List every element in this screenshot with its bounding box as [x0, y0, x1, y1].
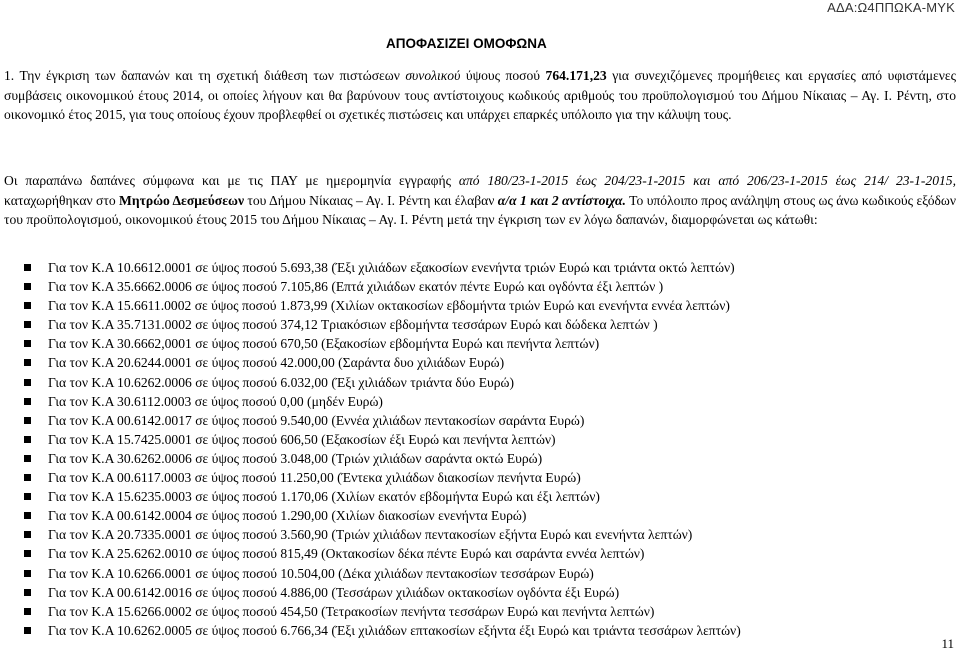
square-bullet-icon — [24, 589, 31, 596]
list-item-text: Για τον Κ.Α 15.7425.0001 σε ύψος ποσού 606,50 (Εξακοσίων έξι Ευρώ και πενήντα λεπτών) — [48, 431, 556, 447]
list-item — [4, 334, 904, 353]
paragraph-registration-text-d: του Δήμου Νίκαιας – Αγ. Ι. Ρέντη και έλαβαν — [244, 192, 498, 208]
list-item-text: Για τον Κ.Α 20.6244.0001 σε ύψος ποσού 42.000,00 (Σαράντα δυο χιλιάδων Ευρώ) — [48, 355, 505, 371]
list-item-text: Για τον Κ.Α 10.6612.0001 σε ύψος ποσού 5.693,38 (Έξι χιλιάδων εξακοσίων ενενήντα τριών Ευρώ και τριάντα οκτώ λεπτών) — [48, 260, 735, 275]
commitments-registry: Μητρώο Δεσμεύσεων — [119, 192, 245, 208]
paragraph-registration — [4, 171, 956, 230]
list-item-text: Για τον Κ.Α 00.6142.0016 σε ύψος ποσού 4.886,00 (Τεσσάρων χιλιάδων οκτακοσίων ογδόντα έξι Ευρώ) — [48, 584, 620, 600]
balances-list — [4, 258, 904, 640]
list-item — [4, 583, 904, 602]
paragraph-registration-text-e: Το υπόλοιπο προς ανάληψη στους ως άνω κωδικούς εξόδων του προϋπολογισμού, οικονομικού έτους 2015 του Δήμου Νίκαιας – Αγ. Ι. Ρέντη μετά την έγκριση των εν λόγω δαπανών, διαμορφώνεται ως κάτωθι: — [4, 192, 957, 228]
square-bullet-icon — [24, 436, 31, 443]
square-bullet-icon — [24, 455, 31, 462]
square-bullet-icon — [24, 302, 31, 309]
paragraph-approval — [4, 66, 956, 125]
square-bullet-icon — [24, 321, 31, 328]
list-item-text: Για τον Κ.Α 00.6142.0017 σε ύψος ποσού 9.540,00 (Εννέα χιλιάδων πεντακοσίων σαράντα Ευρώ) — [48, 412, 585, 428]
list-item — [4, 373, 904, 392]
sequence-numbers: α/α 1 και 2 αντίστοιχα. — [497, 192, 626, 208]
square-bullet-icon — [24, 608, 31, 615]
list-item-text: Για τον Κ.Α 10.6262.0006 σε ύψος ποσού 6.032,00 (Έξι χιλιάδων τριάντα δύο Ευρώ) — [48, 374, 514, 390]
page-number: 11 — [941, 636, 954, 651]
square-bullet-icon — [24, 531, 31, 538]
list-item — [4, 296, 904, 315]
list-item — [4, 487, 904, 506]
list-item-text: Για τον Κ.Α 20.7335.0001 σε ύψος ποσού 3.560,90 (Τριών χιλιάδων πεντακοσίων εξήντα Ευρώ και ενενήντα λεπτών) — [48, 527, 693, 543]
list-item — [4, 430, 904, 449]
paragraph-approval-text-c: ύψους ποσού — [460, 68, 546, 83]
square-bullet-icon — [24, 550, 31, 557]
ada-code: ΑΔΑ:Ω4ΠΠΩΚΑ-ΜΥΚ — [827, 0, 955, 15]
square-bullet-icon — [24, 417, 31, 424]
paragraph-registration-text-c: καταχωρήθηκαν στο — [4, 192, 120, 208]
list-item — [4, 468, 904, 487]
list-item-text: Για τον Κ.Α 10.6266.0001 σε ύψος ποσού 10.504,00 (Δέκα χιλιάδων πεντακοσίων τεσσάρων Ευρώ) — [48, 565, 594, 581]
list-item — [4, 544, 904, 563]
paragraph-registration-text-a: Οι παραπάνω δαπάνες σύμφωνα και με τις ΠΑΥ με ημερομηνία εγγραφής — [4, 173, 459, 188]
decision-heading: ΑΠΟΦΑΣΙΖΕΙ ΟΜΟΦΩΝΑ — [386, 36, 547, 51]
list-item-text: Για τον Κ.Α 30.6112.0003 σε ύψος ποσού 0,00 (μηδέν Ευρώ) — [48, 393, 383, 409]
square-bullet-icon — [24, 359, 31, 366]
list-item — [4, 621, 904, 640]
list-item — [4, 315, 904, 334]
list-item — [4, 353, 904, 372]
square-bullet-icon — [24, 493, 31, 500]
square-bullet-icon — [24, 379, 31, 386]
square-bullet-icon — [24, 627, 31, 634]
list-item — [4, 564, 904, 583]
square-bullet-icon — [24, 570, 31, 577]
pay-date-range: από 180/23-1-2015 έως 204/23-1-2015 και από 206/23-1-2015 έως 214/ 23-1-2015, — [458, 173, 956, 188]
list-item — [4, 411, 904, 430]
paragraph-approval-text-d: για συνεχιζόμενες προμήθειες και εργασίες από υφιστάμενες συμβάσεις οικονομικού έτους 2014, οι οποίες λήγουν και θα βαρύνουν τους αντίστοιχους κωδικούς αριθμούς του προϋπολογισμού του Δήμου Νίκαιας – Αγ. Ι. Ρέντη, στο οικονομικό έτος 2015, για τους οποίους έχουν προβλεφθεί οι σχετικές πιστώσεις και υπάρχει επαρκές υπόλοιπο για την κάλυψη τους. — [4, 68, 956, 123]
list-item-text: Για τον Κ.Α 30.6662,0001 σε ύψος ποσού 670,50 (Εξακοσίων εβδομήντα Ευρώ και πενήντα λεπτών) — [48, 336, 600, 352]
square-bullet-icon — [24, 264, 31, 271]
paragraph-approval-italic: συνολικού — [405, 68, 461, 83]
list-item-text: Για τον Κ.Α 30.6262.0006 σε ύψος ποσού 3.048,00 (Τριών χιλιάδων σαράντα οκτώ Ευρώ) — [48, 450, 543, 466]
list-item-text: Για τον Κ.Α 15.6611.0002 σε ύψος ποσού 1.873,99 (Χιλίων οκτακοσίων εβδομήντα τριών Ευρώ και ενενήντα εννέα λεπτών) — [48, 298, 730, 314]
list-item-text: Για τον Κ.Α 25.6262.0010 σε ύψος ποσού 815,49 (Οκτακοσίων δέκα πέντε Ευρώ και σαράντα εννέα λεπτών) — [48, 546, 645, 562]
list-item — [4, 602, 904, 621]
square-bullet-icon — [24, 474, 31, 481]
square-bullet-icon — [24, 340, 31, 347]
paragraph-approval-text-a: 1. Την έγκριση των δαπανών και τη σχετική διάθεση των πιστώσεων — [4, 68, 406, 83]
list-item-text: Για τον Κ.Α 00.6117.0003 σε ύψος ποσού 11.250,00 (Έντεκα χιλιάδων διακοσίων πενήντα Ευρώ) — [48, 470, 581, 486]
list-item-text: Για τον Κ.Α 35.6662.0006 σε ύψος ποσού 7.105,86 (Επτά χιλιάδων εκατόν πέντε Ευρώ και ογδόντα έξι λεπτών ) — [48, 279, 664, 295]
list-item-text: Για τον Κ.Α 35.7131.0002 σε ύψος ποσού 374,12 Τριακόσιων εβδομήντα τεσσάρων Ευρώ και δώδεκα λεπτών ) — [48, 317, 658, 333]
list-item — [4, 392, 904, 411]
square-bullet-icon — [24, 512, 31, 519]
list-item-text: Για τον Κ.Α 00.6142.0004 σε ύψος ποσού 1.290,00 (Χιλίων διακοσίων ενενήντα Ευρώ) — [48, 508, 527, 524]
list-item-text: Για τον Κ.Α 10.6262.0005 σε ύψος ποσού 6.766,34 (Έξι χιλιάδων επτακοσίων εξήντα έξι Ευρώ και τριάντα τεσσάρων λεπτών) — [48, 622, 741, 638]
square-bullet-icon — [24, 283, 31, 290]
list-item — [4, 258, 904, 277]
list-item — [4, 277, 904, 296]
list-item — [4, 449, 904, 468]
list-item-text: Για τον Κ.Α 15.6266.0002 σε ύψος ποσού 454,50 (Τετρακοσίων πενήντα τεσσάρων Ευρώ και πενήντα λεπτών) — [48, 603, 655, 619]
square-bullet-icon — [24, 398, 31, 405]
list-item-text: Για τον Κ.Α 15.6235.0003 σε ύψος ποσού 1.170,06 (Χιλίων εκατόν εβδομήντα Ευρώ και έξι λεπτών) — [48, 489, 600, 505]
list-item — [4, 506, 904, 525]
total-amount: 764.171,23 — [545, 68, 607, 83]
list-item — [4, 525, 904, 544]
